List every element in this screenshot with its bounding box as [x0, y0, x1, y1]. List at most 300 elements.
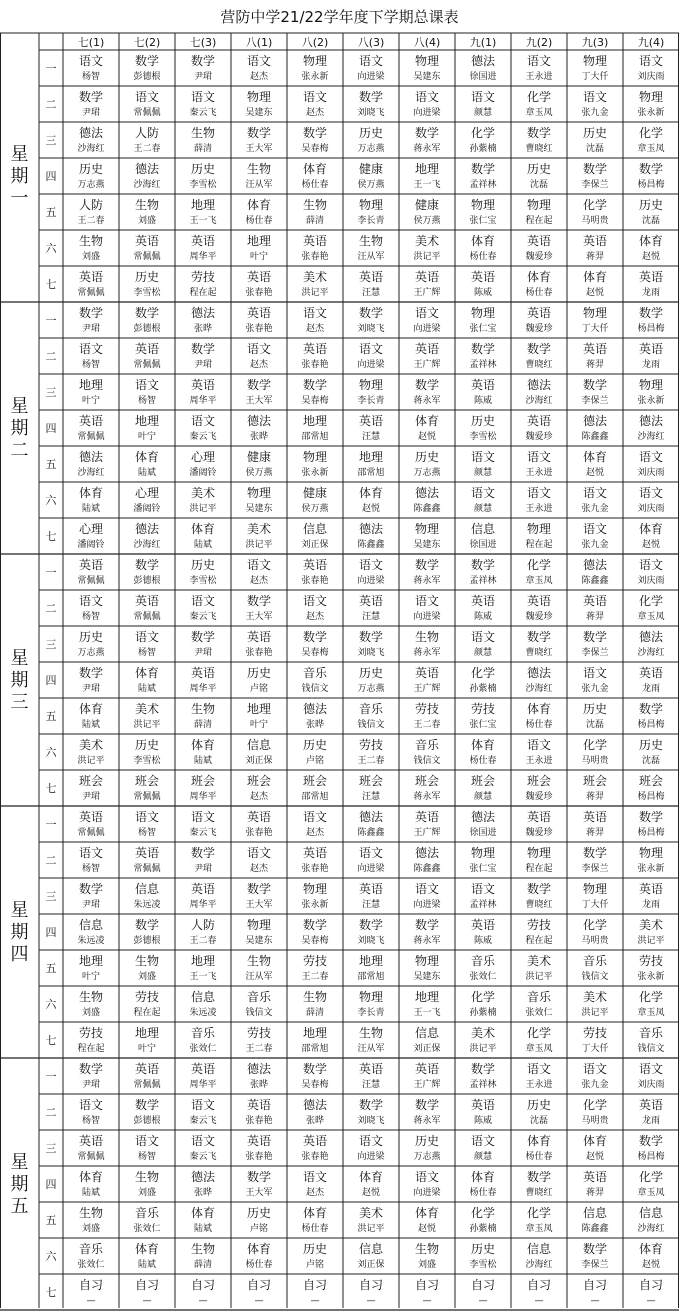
cell-teacher: 杨智: [137, 1152, 157, 1162]
cell-subject: 信息: [526, 1242, 552, 1256]
day-label-char: 三: [10, 692, 29, 713]
cell-subject: 物理: [526, 198, 552, 212]
cell-subject: 语文: [582, 486, 608, 500]
cell-teacher: 叶宁: [249, 720, 269, 730]
cell-subject: 语文: [134, 378, 160, 392]
cell-subject: 化学: [526, 1206, 552, 1220]
cell-teacher: 章玉凤: [637, 612, 665, 622]
cell-subject: 英语: [302, 846, 328, 860]
cell-teacher: 王一飞: [413, 1008, 441, 1018]
cell-teacher: 程在起: [525, 216, 553, 226]
cell-teacher: 蒋永军: [413, 792, 441, 802]
cell-subject: 数学: [414, 558, 440, 572]
cell-teacher: 李保兰: [581, 648, 609, 658]
cell-subject: 英语: [302, 558, 328, 572]
cell-teacher: 赵悦: [417, 432, 437, 442]
day-label-char: 期: [10, 1174, 29, 1195]
cell-subject: 英语: [358, 414, 384, 428]
cell-subject: 德法: [134, 162, 160, 176]
cell-subject: 数学: [358, 1098, 384, 1112]
cell-teacher: 邵常旭: [301, 792, 329, 802]
cell-subject: 物理: [582, 54, 608, 68]
cell-teacher: 杨仕春: [301, 180, 329, 190]
cell-subject: 自习: [246, 1278, 272, 1292]
cell-teacher: 叶宁: [249, 252, 269, 262]
cell-teacher: 沙海红: [525, 396, 553, 406]
cell-teacher: 汪从军: [245, 972, 273, 982]
cell-subject: 体育: [526, 702, 552, 716]
cell-subject: 体育: [246, 1242, 272, 1256]
cell-teacher: 张九金: [581, 540, 609, 550]
period-label: 三: [45, 134, 57, 147]
cell-teacher: 陈威: [473, 288, 493, 298]
cell-subject: 自习: [78, 1278, 104, 1292]
cell-teacher: 刘晓飞: [357, 648, 385, 658]
cell-teacher: 洪记平: [133, 720, 161, 730]
cell-subject: 音乐: [358, 702, 384, 716]
cell-teacher: 常佩佩: [133, 252, 161, 262]
cell-subject: 英语: [246, 630, 272, 644]
cell-subject: 美术: [638, 918, 664, 932]
cell-teacher: 赵悦: [361, 504, 381, 514]
cell-teacher: 蒋永军: [413, 648, 441, 658]
period-label: 七: [45, 530, 57, 543]
cell-teacher: 蒋羿: [585, 828, 605, 838]
cell-teacher: 李雪松: [469, 1260, 497, 1270]
cell-teacher: 洪记平: [637, 936, 665, 946]
cell-teacher: 洪记平: [469, 1044, 497, 1054]
cell-teacher: 孙紫楠: [469, 684, 497, 694]
cell-subject: 德法: [470, 54, 496, 68]
cell-subject: 音乐: [638, 1026, 664, 1040]
cell-subject: 语文: [190, 810, 216, 824]
cell-subject: 德法: [78, 126, 104, 140]
cell-subject: 物理: [582, 306, 608, 320]
schedule-title: 营防中学21/22学年度下学期总课表: [220, 8, 459, 26]
cell-teacher: 邵常旭: [357, 972, 385, 982]
period-label: 二: [45, 854, 57, 867]
cell-teacher: 程在起: [525, 540, 553, 550]
cell-teacher: 王二春: [133, 144, 161, 154]
cell-subject: 化学: [582, 1098, 608, 1112]
cell-subject: 英语: [134, 342, 160, 356]
cell-subject: 德法: [246, 1062, 272, 1076]
cell-subject: 体育: [526, 1134, 552, 1148]
cell-subject: 劳技: [78, 1026, 104, 1040]
cell-subject: 物理: [470, 846, 496, 860]
cell-teacher: 洪记平: [77, 756, 105, 766]
cell-subject: 数学: [302, 1062, 328, 1076]
cell-teacher: 程在起: [77, 1044, 105, 1054]
cell-teacher: 沙海红: [637, 432, 665, 442]
cell-subject: 英语: [190, 666, 216, 680]
cell-subject: 英语: [246, 270, 272, 284]
cell-subject: 语文: [302, 594, 328, 608]
cell-subject: 班会: [358, 774, 384, 788]
cell-subject: 地理: [414, 162, 440, 176]
cell-teacher: 吴春梅: [301, 936, 329, 946]
cell-subject: 历史: [246, 1206, 272, 1220]
cell-subject: 音乐: [582, 954, 608, 968]
cell-teacher: 李长青: [357, 216, 385, 226]
cell-teacher: 杨智: [81, 360, 101, 370]
cell-teacher: 李保兰: [581, 180, 609, 190]
cell-teacher: 常佩佩: [133, 1080, 161, 1090]
cell-subject: 班会: [134, 774, 160, 788]
cell-teacher: 陆斌: [81, 504, 101, 514]
cell-teacher: 程在起: [525, 936, 553, 946]
cell-subject: 数学: [246, 126, 272, 140]
cell-teacher: 徐国进: [469, 72, 497, 82]
cell-teacher: 孟祥林: [469, 576, 497, 586]
cell-subject: 历史: [134, 270, 160, 284]
cell-teacher: 吴春梅: [301, 144, 329, 154]
cell-teacher: 赵悦: [417, 1224, 437, 1234]
day-label-char: 二: [10, 440, 29, 461]
cell-subject: 数学: [190, 630, 216, 644]
cell-teacher: 向进梁: [357, 864, 385, 874]
cell-teacher: 洪记平: [301, 288, 329, 298]
cell-subject: 英语: [302, 1134, 328, 1148]
cell-teacher: 曹晓红: [525, 360, 553, 370]
cell-teacher: 汪慧: [361, 432, 381, 442]
cell-teacher: 刘盛: [81, 1224, 101, 1234]
cell-teacher: 张春艳: [301, 576, 329, 586]
cell-subject: 体育: [134, 450, 160, 464]
cell-teacher: 李保兰: [581, 1260, 609, 1270]
cell-subject: 数学: [358, 918, 384, 932]
cell-teacher: 洪记平: [189, 504, 217, 514]
cell-subject: 化学: [582, 738, 608, 752]
day-label-char: 四: [10, 944, 29, 965]
cell-teacher: 孟祥林: [469, 900, 497, 910]
cell-subject: 体育: [414, 414, 440, 428]
period-label: 四: [45, 170, 57, 183]
cell-subject: 语文: [470, 630, 496, 644]
cell-subject: 英语: [78, 810, 104, 824]
cell-subject: 德法: [638, 630, 664, 644]
cell-teacher: 王永进: [525, 72, 553, 82]
cell-teacher: 刘盛: [417, 1260, 437, 1270]
cell-subject: 生物: [414, 630, 440, 644]
cell-subject: 地理: [246, 234, 272, 248]
cell-subject: 美术: [414, 234, 440, 248]
cell-subject: 化学: [470, 666, 496, 680]
cell-subject: 数学: [78, 306, 104, 320]
cell-teacher: 常佩佩: [77, 576, 105, 586]
cell-subject: 数学: [582, 846, 608, 860]
cell-subject: 化学: [638, 1170, 664, 1184]
cell-teacher: 孟祥林: [469, 360, 497, 370]
cell-teacher: 赵杰: [249, 576, 269, 586]
cell-subject: 数学: [246, 594, 272, 608]
cell-teacher: 沙海红: [525, 684, 553, 694]
cell-teacher: 章玉凤: [525, 1044, 553, 1054]
cell-subject: 英语: [582, 234, 608, 248]
cell-subject: 语文: [414, 882, 440, 896]
cell-teacher: —: [646, 1296, 656, 1306]
cell-subject: 英语: [78, 270, 104, 284]
cell-teacher: 王广辉: [413, 360, 441, 370]
cell-subject: 语文: [78, 342, 104, 356]
cell-subject: 自习: [134, 1278, 160, 1292]
cell-teacher: 张晔: [193, 1188, 213, 1198]
period-label: 五: [45, 962, 57, 975]
cell-subject: 英语: [582, 594, 608, 608]
cell-teacher: 吴建东: [413, 972, 441, 982]
cell-subject: 物理: [358, 378, 384, 392]
cell-teacher: 赵杰: [305, 324, 325, 334]
cell-subject: 体育: [302, 1206, 328, 1220]
cell-subject: 英语: [526, 810, 552, 824]
cell-teacher: 张春艳: [245, 1152, 273, 1162]
cell-teacher: 蒋永军: [413, 936, 441, 946]
cell-subject: 英语: [470, 270, 496, 284]
cell-teacher: 张晔: [249, 1080, 269, 1090]
cell-subject: 语文: [414, 90, 440, 104]
cell-subject: 人防: [190, 918, 216, 932]
cell-teacher: 魏爱珍: [525, 612, 553, 622]
cell-teacher: 赵悦: [641, 1260, 661, 1270]
cell-teacher: 张九金: [581, 108, 609, 118]
period-label: 二: [45, 98, 57, 111]
cell-teacher: 向进梁: [357, 576, 385, 586]
cell-teacher: 王二春: [189, 936, 217, 946]
cell-teacher: 杨昌梅: [637, 1152, 665, 1162]
cell-teacher: 沙海红: [77, 468, 105, 478]
cell-teacher: 李长青: [357, 1008, 385, 1018]
cell-subject: 数学: [526, 630, 552, 644]
cell-teacher: 汪慧: [361, 900, 381, 910]
cell-subject: 数学: [526, 1170, 552, 1184]
cell-subject: 音乐: [134, 1206, 160, 1220]
period-label: 六: [45, 998, 57, 1011]
cell-teacher: 汪慧: [361, 288, 381, 298]
cell-subject: 班会: [190, 774, 216, 788]
cell-subject: 美术: [134, 702, 160, 716]
period-label: 一: [45, 818, 57, 831]
period-label: 五: [45, 206, 57, 219]
cell-teacher: 王二春: [245, 1044, 273, 1054]
cell-teacher: 孙紫楠: [469, 144, 497, 154]
cell-subject: 数学: [134, 918, 160, 932]
cell-subject: 历史: [582, 702, 608, 716]
cell-subject: 数学: [638, 1134, 664, 1148]
cell-teacher: 朱远凌: [77, 936, 105, 946]
cell-teacher: 王永进: [525, 504, 553, 514]
cell-teacher: 陈鑫鑫: [357, 540, 385, 550]
cell-teacher: 魏爱珍: [525, 792, 553, 802]
cell-teacher: 尹珺: [193, 360, 213, 370]
cell-teacher: 刘盛: [137, 216, 157, 226]
cell-subject: 英语: [190, 234, 216, 248]
cell-teacher: 张效仁: [525, 1008, 553, 1018]
cell-subject: 语文: [526, 54, 552, 68]
cell-teacher: 张九金: [581, 504, 609, 514]
cell-subject: 语文: [358, 558, 384, 572]
cell-teacher: 颜慧: [473, 504, 493, 514]
cell-subject: 英语: [246, 810, 272, 824]
cell-subject: 地理: [302, 1026, 328, 1040]
cell-subject: 语文: [526, 738, 552, 752]
cell-subject: 化学: [470, 1206, 496, 1220]
cell-subject: 美术: [246, 522, 272, 536]
cell-teacher: 刘庆雨: [637, 72, 665, 82]
cell-subject: 数学: [246, 378, 272, 392]
cell-subject: 数学: [246, 882, 272, 896]
cell-teacher: 张春艳: [245, 648, 273, 658]
cell-teacher: 李雪松: [189, 576, 217, 586]
cell-teacher: 杨智: [81, 864, 101, 874]
cell-subject: 英语: [526, 234, 552, 248]
cell-teacher: 张仁宝: [469, 720, 497, 730]
cell-subject: 生物: [302, 198, 328, 212]
cell-teacher: 侯万燕: [413, 216, 441, 226]
period-label: 六: [45, 242, 57, 255]
cell-subject: 数学: [358, 90, 384, 104]
cell-teacher: 张春艳: [301, 1152, 329, 1162]
cell-teacher: 刘正保: [301, 540, 329, 550]
cell-subject: 心理: [78, 522, 104, 536]
cell-teacher: 沙海红: [637, 1224, 665, 1234]
cell-subject: 语文: [638, 558, 664, 572]
cell-teacher: 张效仁: [77, 1260, 105, 1270]
cell-subject: 化学: [638, 990, 664, 1004]
cell-teacher: 陈威: [473, 396, 493, 406]
cell-subject: 物理: [526, 522, 552, 536]
cell-teacher: 杨仕春: [469, 1188, 497, 1198]
cell-subject: 信息: [134, 882, 160, 896]
cell-teacher: 张效仁: [133, 1224, 161, 1234]
cell-teacher: 万志燕: [77, 648, 105, 658]
cell-subject: 英语: [638, 666, 664, 680]
cell-subject: 数学: [582, 162, 608, 176]
cell-teacher: 薛清: [193, 720, 213, 730]
cell-teacher: 周华平: [189, 792, 217, 802]
cell-teacher: 杨仕春: [525, 288, 553, 298]
cell-teacher: 赵杰: [305, 1188, 325, 1198]
period-label: 三: [45, 890, 57, 903]
cell-teacher: 赵杰: [305, 612, 325, 622]
cell-teacher: 孙紫楠: [469, 1224, 497, 1234]
cell-subject: 德法: [358, 810, 384, 824]
cell-subject: 德法: [134, 522, 160, 536]
cell-teacher: 秦云飞: [189, 108, 217, 118]
cell-subject: 历史: [414, 450, 440, 464]
cell-subject: 信息: [302, 522, 328, 536]
cell-teacher: 魏爱珍: [525, 828, 553, 838]
cell-teacher: 向进梁: [413, 1188, 441, 1198]
cell-subject: 信息: [190, 990, 216, 1004]
cell-subject: 生物: [190, 702, 216, 716]
cell-teacher: 张永新: [301, 468, 329, 478]
cell-subject: 化学: [638, 594, 664, 608]
cell-subject: 英语: [78, 1134, 104, 1148]
cell-subject: 物理: [638, 90, 664, 104]
cell-subject: 语文: [526, 486, 552, 500]
cell-teacher: 万志燕: [413, 1152, 441, 1162]
cell-subject: 语文: [78, 594, 104, 608]
cell-teacher: 陈威: [473, 612, 493, 622]
cell-teacher: 洪记平: [357, 1224, 385, 1234]
cell-teacher: 章玉凤: [637, 144, 665, 154]
cell-subject: 英语: [134, 594, 160, 608]
cell-subject: 生物: [414, 1242, 440, 1256]
cell-teacher: 吴春梅: [301, 396, 329, 406]
cell-subject: 物理: [414, 522, 440, 536]
cell-subject: 音乐: [302, 666, 328, 680]
cell-teacher: 赵悦: [641, 540, 661, 550]
cell-teacher: 尹珺: [193, 648, 213, 658]
cell-teacher: 刘盛: [137, 1188, 157, 1198]
cell-subject: 音乐: [246, 990, 272, 1004]
cell-subject: 英语: [638, 270, 664, 284]
cell-teacher: 尹珺: [81, 900, 101, 910]
cell-teacher: 洪记平: [245, 540, 273, 550]
cell-teacher: 向进梁: [413, 108, 441, 118]
cell-subject: 体育: [638, 1242, 664, 1256]
cell-subject: 物理: [302, 882, 328, 896]
cell-subject: 物理: [414, 54, 440, 68]
cell-teacher: 李雪松: [133, 288, 161, 298]
cell-subject: 语文: [414, 594, 440, 608]
cell-teacher: —: [254, 1296, 264, 1306]
cell-subject: 历史: [190, 558, 216, 572]
cell-subject: 语文: [246, 342, 272, 356]
cell-teacher: 陆斌: [137, 1260, 157, 1270]
cell-subject: 语文: [246, 558, 272, 572]
cell-teacher: 张春艳: [245, 1116, 273, 1126]
cell-teacher: 彭德根: [133, 324, 161, 334]
cell-teacher: 张仁宝: [469, 864, 497, 874]
cell-subject: 劳技: [190, 270, 216, 284]
cell-subject: 生物: [246, 162, 272, 176]
cell-teacher: 刘晓飞: [357, 108, 385, 118]
cell-teacher: 蒋羿: [585, 1188, 605, 1198]
cell-teacher: 万志燕: [77, 180, 105, 190]
cell-subject: 历史: [582, 126, 608, 140]
cell-subject: 数学: [582, 630, 608, 644]
cell-teacher: 汪慧: [361, 1080, 381, 1090]
cell-teacher: 钱信文: [413, 756, 441, 766]
cell-teacher: 常佩佩: [133, 360, 161, 370]
cell-subject: 英语: [414, 810, 440, 824]
class-header: 九(1): [469, 36, 497, 49]
cell-subject: 劳技: [134, 990, 160, 1004]
cell-subject: 英语: [134, 1062, 160, 1076]
cell-teacher: 曹晓红: [525, 144, 553, 154]
cell-subject: 数学: [414, 1098, 440, 1112]
cell-teacher: 吴建东: [245, 108, 273, 118]
cell-subject: 德法: [638, 414, 664, 428]
cell-subject: 数学: [470, 558, 496, 572]
cell-subject: 数学: [638, 162, 664, 176]
cell-teacher: 赵悦: [361, 1188, 381, 1198]
cell-teacher: 章玉凤: [525, 1224, 553, 1234]
cell-teacher: 龙雨: [641, 1116, 661, 1126]
cell-teacher: —: [198, 1296, 208, 1306]
cell-subject: 体育: [190, 738, 216, 752]
cell-teacher: 陈鑫鑫: [581, 576, 609, 586]
cell-subject: 美术: [470, 1026, 496, 1040]
cell-teacher: 邵常旭: [301, 1044, 329, 1054]
cell-subject: 劳技: [358, 738, 384, 752]
cell-subject: 化学: [526, 1026, 552, 1040]
cell-subject: 语文: [638, 486, 664, 500]
day-label-char: 星: [10, 396, 29, 417]
cell-subject: 生物: [78, 234, 104, 248]
cell-subject: 物理: [246, 918, 272, 932]
